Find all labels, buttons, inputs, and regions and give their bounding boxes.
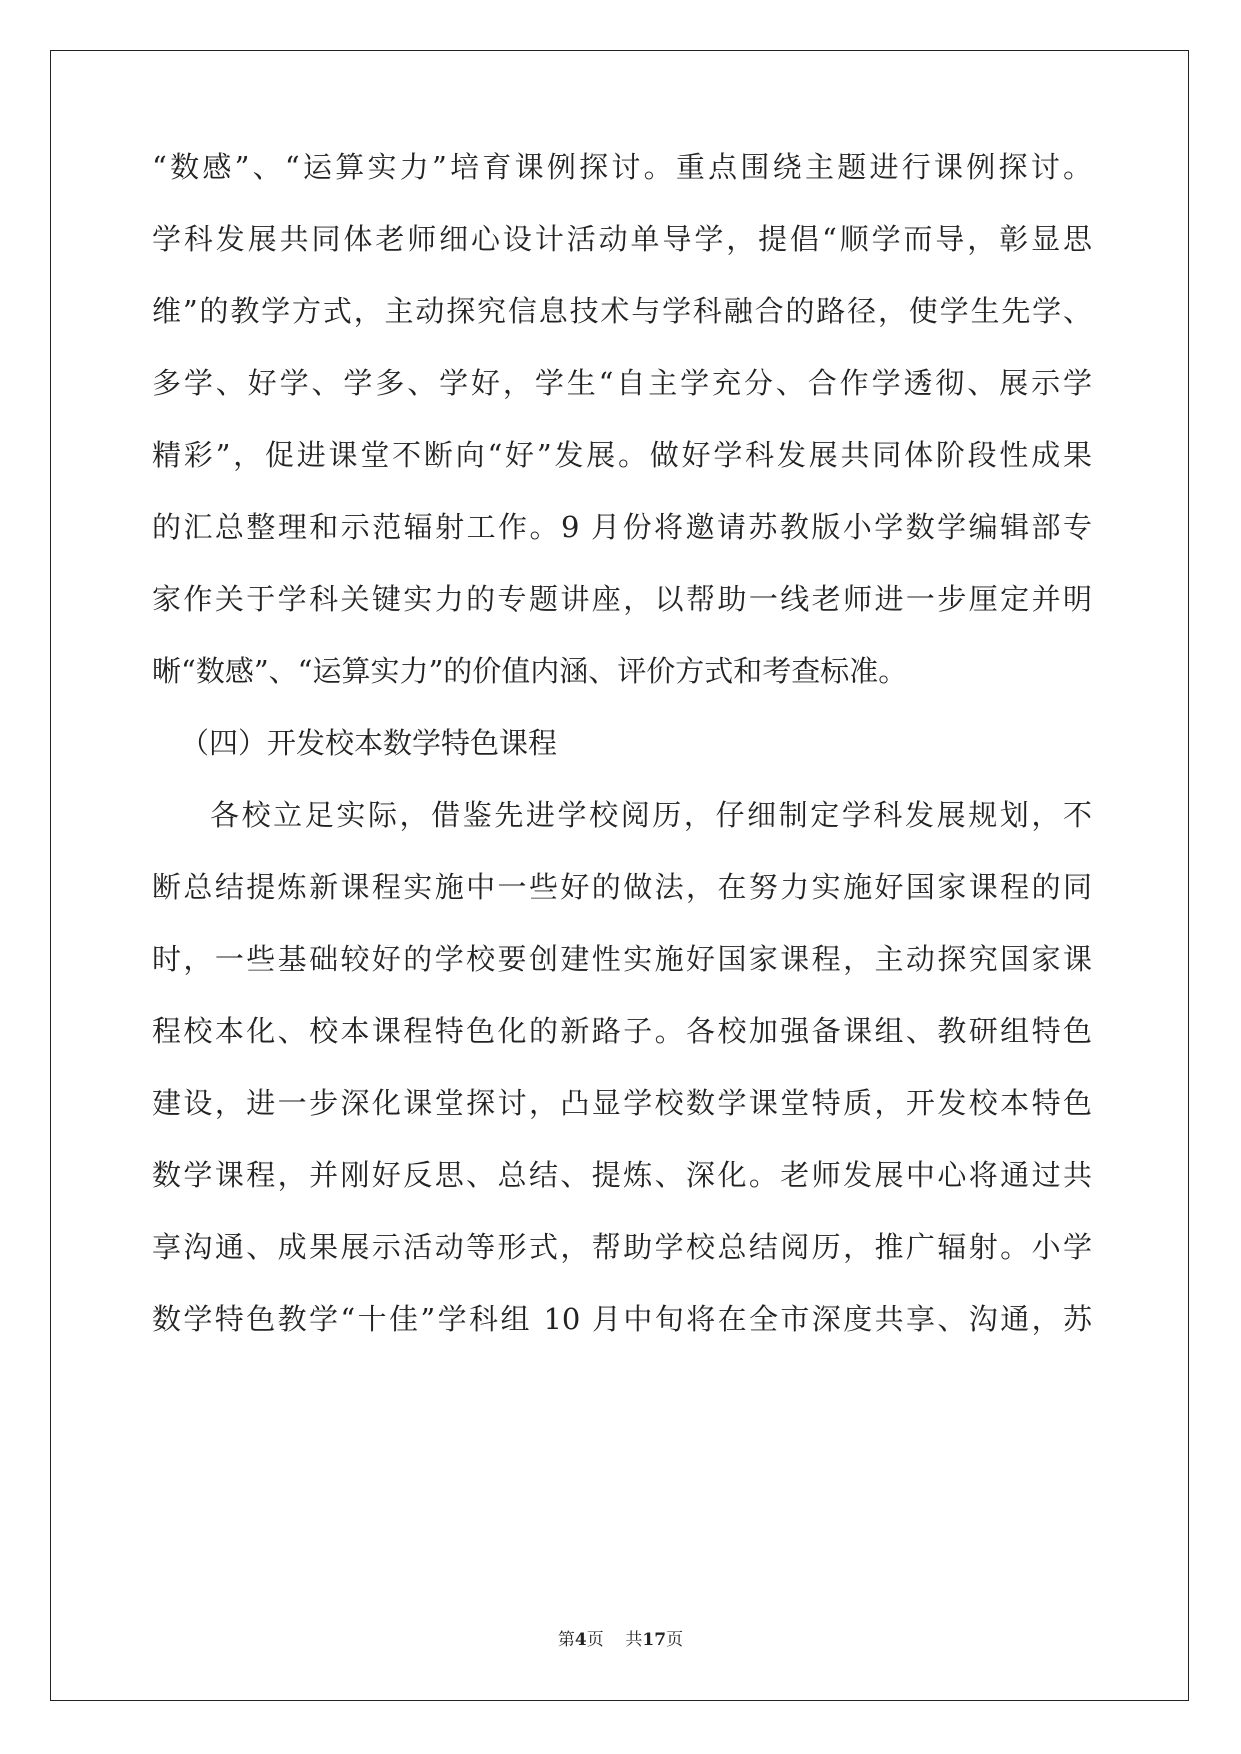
paragraph-line: 数学特色教学“十佳”学科组 10 月中旬将在全市深度共享、沟通，苏 (152, 1302, 1092, 1336)
paragraph-line: 的汇总整理和示范辐射工作。9 月份将邀请苏教版小学数学编辑部专 (152, 510, 1092, 544)
section-heading: （四）开发校本数学特色课程 (180, 726, 558, 760)
paragraph-line: 多学、好学、学多、学好，学生“自主学充分、合作学透彻、展示学 (152, 366, 1092, 400)
total-page-count: 17 (642, 1630, 667, 1650)
footer-total-prefix: 共 (625, 1630, 643, 1650)
current-page-number: 4 (574, 1630, 587, 1650)
paragraph-line: 各校立足实际，借鉴先进学校阅历，仔细制定学科发展规划，不 (210, 798, 1092, 832)
paragraph-line: 数学课程，并刚好反思、总结、提炼、深化。老师发展中心将通过共 (152, 1158, 1092, 1192)
paragraph-line: 学科发展共同体老师细心设计活动单导学，提倡“顺学而导，彰显思 (152, 222, 1092, 256)
paragraph-line: 程校本化、校本课程特色化的新路子。各校加强备课组、教研组特色 (152, 1014, 1092, 1048)
paragraph-line: 断总结提炼新课程实施中一些好的做法，在努力实施好国家课程的同 (152, 870, 1092, 904)
paragraph-line: 时，一些基础较好的学校要创建性实施好国家课程，主动探究国家课 (152, 942, 1092, 976)
paragraph-line: 精彩”，促进课堂不断向“好”发展。做好学科发展共同体阶段性成果 (152, 438, 1092, 472)
footer-total-suffix: 页 (666, 1630, 684, 1650)
paragraph-line: 晰“数感”、“运算实力”的价值内涵、评价方式和考查标准。 (152, 654, 908, 688)
paragraph-line: 建设，进一步深化课堂探讨，凸显学校数学课堂特质，开发校本特色 (152, 1086, 1092, 1120)
paragraph-line: 家作关于学科关键实力的专题讲座，以帮助一线老师进一步厘定并明 (152, 582, 1092, 616)
page-footer (0, 1625, 1241, 1650)
paragraph-line: 享沟通、成果展示活动等形式，帮助学校总结阅历，推广辐射。小学 (152, 1230, 1092, 1264)
footer-page-suffix: 页 (586, 1630, 604, 1650)
footer-prefix: 第 (557, 1630, 575, 1650)
paragraph-line: “数感”、“运算实力”培育课例探讨。重点围绕主题进行课例探讨。 (152, 150, 1092, 184)
paragraph-line: 维”的教学方式，主动探究信息技术与学科融合的路径，使学生先学、 (152, 294, 1092, 328)
